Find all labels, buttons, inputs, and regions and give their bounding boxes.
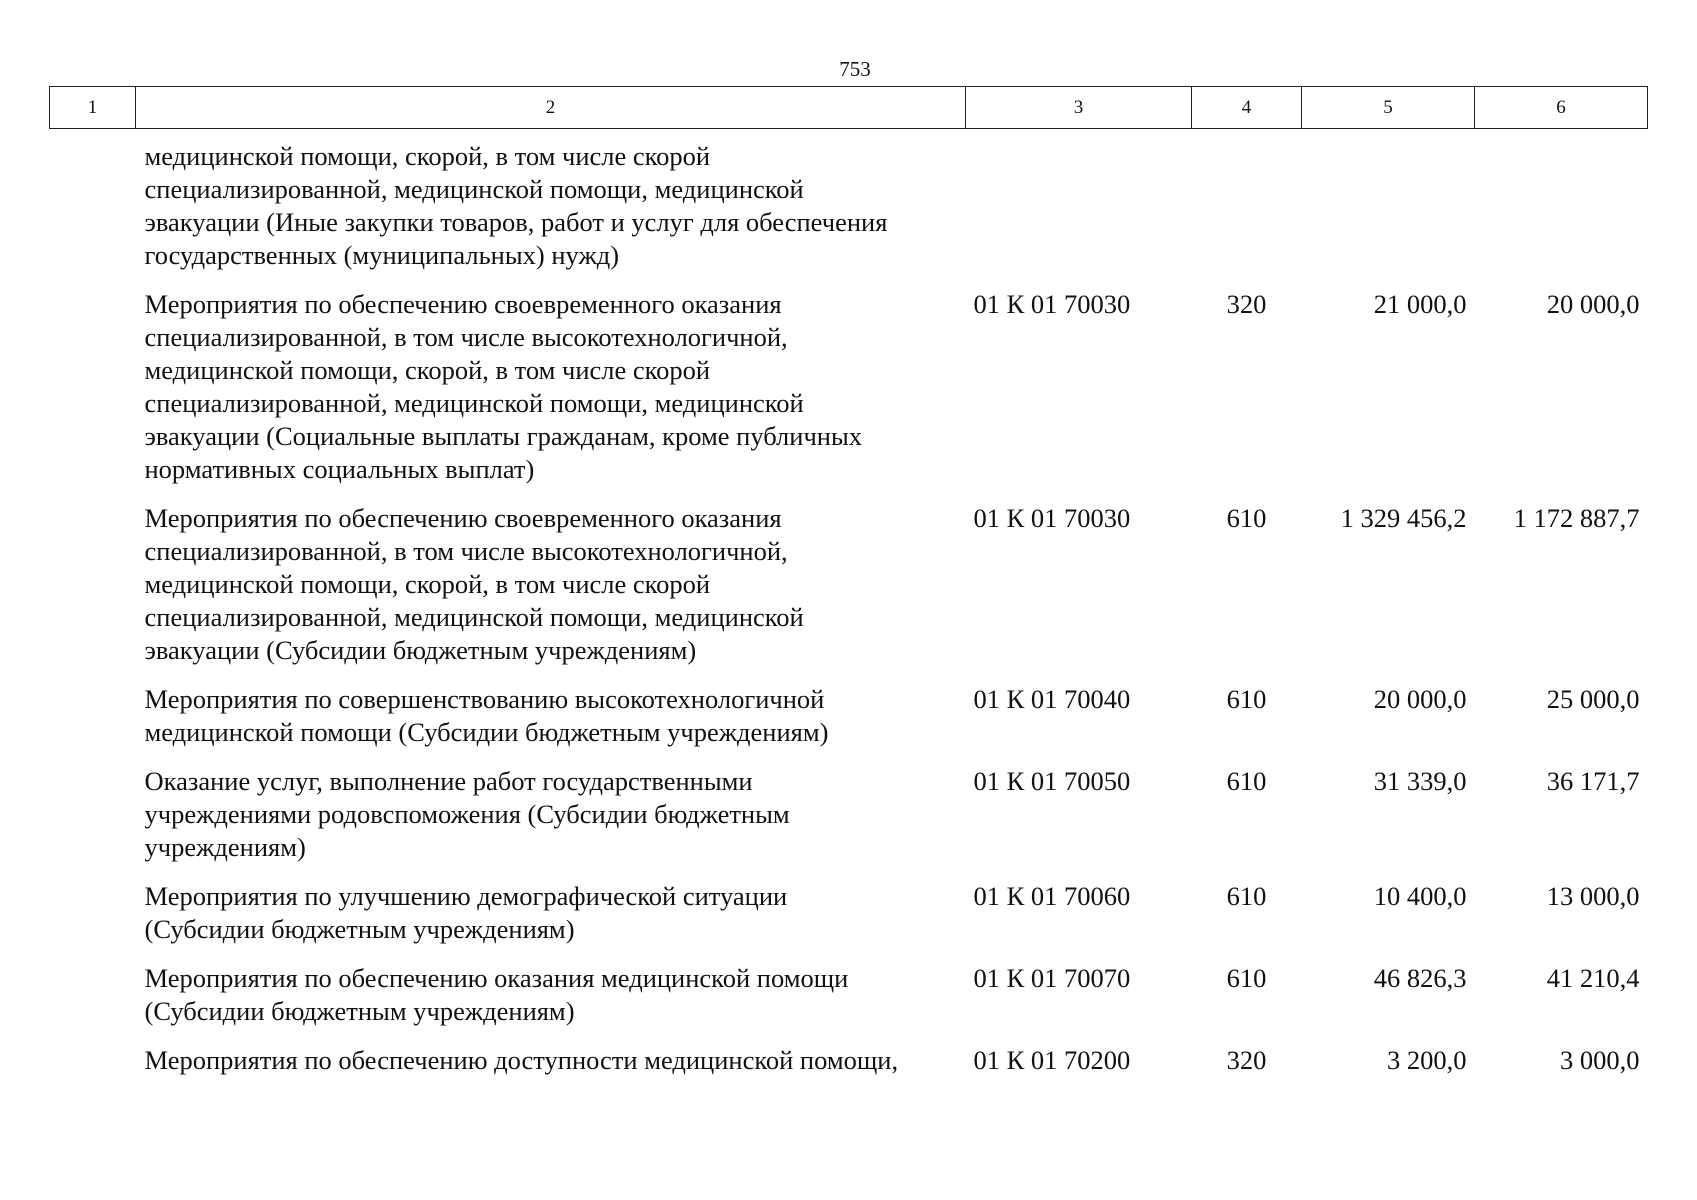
expense-type-code: 610: [1226, 503, 1267, 533]
table-row: [50, 502, 1648, 683]
row-number-cell: [50, 683, 136, 765]
table-row: [50, 1044, 1648, 1093]
item-description: Мероприятия по обеспечению своевременного оказания специализированной, в том числе высокотехнологичной, медицинской помощи, скорой, в том числе скорой специализированной, медицинской помощи, медицинской эвакуации (Социальные выплаты гражданам, кроме публичных нормативных социальных выплат): [144, 289, 863, 484]
amount-column-5: 10 400,0: [1373, 881, 1467, 911]
amount-column-6: 20 000,0: [1546, 289, 1640, 319]
target-article-code: 01 К 01 70050: [973, 766, 1131, 796]
column-header-1: 1: [50, 87, 136, 129]
amount-column-5: 3 200,0: [1387, 1045, 1467, 1075]
item-description: Мероприятия по совершенствованию высокотехнологичной медицинской помощи (Субсидии бюджетным учреждениям): [144, 684, 829, 747]
table-row: [50, 765, 1648, 880]
table-row: [50, 129, 1648, 289]
item-description: медицинской помощи, скорой, в том числе скорой специализированной, медицинской помощи, медицинской эвакуации (Иные закупки товаров, работ и услуг для обеспечения государственных (муниципальных) нужд): [144, 141, 888, 270]
column-header-4: 4: [1192, 87, 1302, 129]
row-number-cell: [50, 1044, 136, 1093]
amount-column-6: 41 210,4: [1546, 963, 1640, 993]
target-article-code: 01 К 01 70200: [973, 1045, 1131, 1075]
target-article-code: [966, 129, 1192, 289]
page-number: 753: [839, 57, 871, 81]
item-description: Мероприятия по обеспечению своевременного оказания специализированной, в том числе высокотехнологичной, медицинской помощи, скорой, в том числе скорой специализированной, медицинской помощи, медицинской эвакуации (Субсидии бюджетным учреждениям): [144, 503, 804, 665]
row-number-cell: [50, 502, 136, 683]
amount-column-5: 31 339,0: [1373, 766, 1467, 796]
row-number-cell: [50, 962, 136, 1044]
item-description: Мероприятия по улучшению демографической ситуации (Субсидии бюджетным учреждениям): [144, 881, 788, 944]
target-article-code: 01 К 01 70070: [973, 963, 1131, 993]
expense-type-code: 610: [1226, 766, 1267, 796]
amount-column-5: 21 000,0: [1373, 289, 1467, 319]
amount-column-6: 3 000,0: [1560, 1045, 1640, 1075]
target-article-code: 01 К 01 70030: [973, 289, 1131, 319]
row-number-cell: [50, 765, 136, 880]
amount-column-6: 36 171,7: [1546, 766, 1640, 796]
expense-type-code: 610: [1226, 684, 1267, 714]
column-header-6: 6: [1475, 87, 1648, 129]
expense-type-code: [1192, 129, 1302, 289]
expense-type-code: 610: [1226, 881, 1267, 911]
column-header-2: 2: [136, 87, 966, 129]
table-row: [50, 880, 1648, 962]
item-description: Оказание услуг, выполнение работ государственными учреждениями родовспоможения (Субсидии бюджетным учреждениям): [144, 766, 790, 862]
budget-table: [49, 86, 1648, 1093]
column-header-5: 5: [1302, 87, 1475, 129]
target-article-code: 01 К 01 70060: [973, 881, 1131, 911]
expense-type-code: 320: [1226, 1045, 1267, 1075]
amount-column-5: 46 826,3: [1373, 963, 1467, 993]
amount-column-5: [1302, 129, 1475, 289]
item-description: Мероприятия по обеспечению доступности медицинской помощи,: [144, 1045, 899, 1075]
amount-column-6: [1475, 129, 1648, 289]
row-number-cell: [50, 129, 136, 289]
target-article-code: 01 К 01 70040: [973, 684, 1131, 714]
row-number-cell: [50, 288, 136, 502]
row-number-cell: [50, 880, 136, 962]
table-row: [50, 683, 1648, 765]
item-description: Мероприятия по обеспечению оказания медицинской помощи (Субсидии бюджетным учреждениям): [144, 963, 849, 1026]
amount-column-6: 13 000,0: [1546, 881, 1640, 911]
expense-type-code: 320: [1226, 289, 1267, 319]
expense-type-code: 610: [1226, 963, 1267, 993]
target-article-code: 01 К 01 70030: [973, 503, 1131, 533]
amount-column-5: 1 329 456,2: [1340, 503, 1467, 533]
amount-column-5: 20 000,0: [1373, 684, 1467, 714]
table-row: [50, 288, 1648, 502]
table-row: [50, 962, 1648, 1044]
amount-column-6: 25 000,0: [1546, 684, 1640, 714]
column-number-header: [50, 87, 1648, 129]
column-header-3: 3: [966, 87, 1192, 129]
amount-column-6: 1 172 887,7: [1513, 503, 1640, 533]
